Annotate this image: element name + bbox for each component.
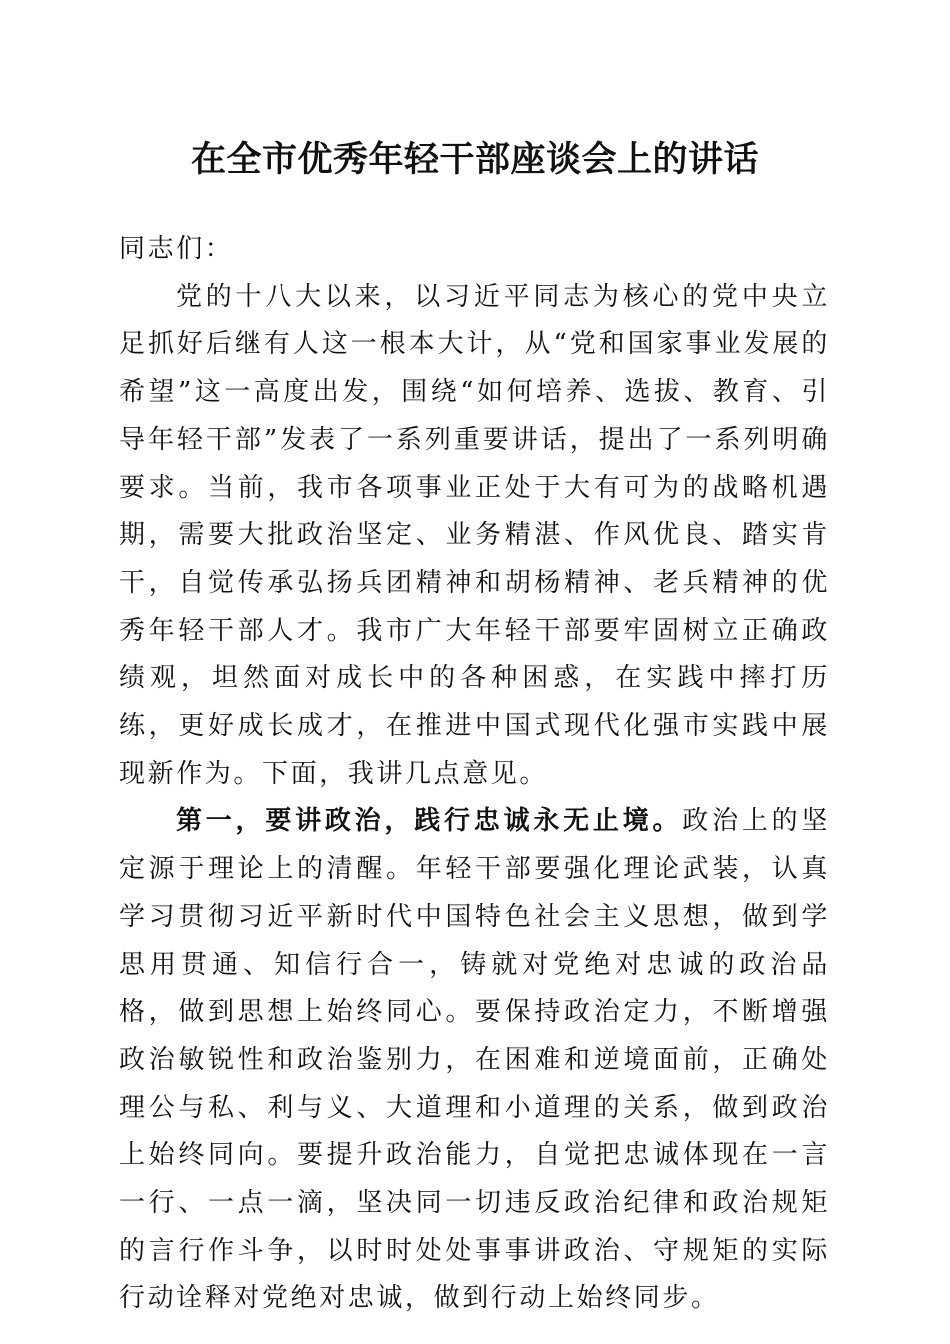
- paragraph-intro-text: 党的十八大以来，以习近平同志为核心的党中央立足抓好后继有人这一根本大计，从“党和国家事业发展的希望”这一高度出发，围绕“如何培养、选拔、教育、引导年轻干部”发表了一系列重要讲话，提出了一系列明确要求。当前，我市各项事业正处于大有可为的战略机遇期，需要大批政治坚定、业务精湛、作风优良、踏实肯干，自觉传承弘扬兵团精神和胡杨精神、老兵精神的优秀年轻干部人才。我市广大年轻干部要牢固树立正确政绩观，坦然面对成长中的各种困惑，在实践中摔打历练，更好成长成才，在推进中国式现代化强市实践中展现新作为。下面，我讲几点意见。: [119, 281, 830, 789]
- paragraph-point-one-text: 政治上的坚定源于理论上的清醒。年轻干部要强化理论武装，认真学习贯彻习近平新时代中国特色社会主义思想，做到学思用贯通、知信行合一，铸就对党绝对忠诚的政治品格，做到思想上始终同心。要保持政治定力，不断增强政治敏锐性和政治鉴别力，在困难和逆境面前，正确处理公与私、利与义、大道理和小道理的关系，做到政治上始终同向。要提升政治能力，自觉把忠诚体现在一言一行、一点一滴，坚决同一切违反政治纪律和政治规矩的言行作斗争，以时时处处事事讲政治、守规矩的实际行动诠释对党绝对忠诚，做到行动上始终同步。: [119, 806, 830, 1314]
- paragraph-intro: [119, 274, 830, 799]
- document-body: [119, 226, 830, 1323]
- paragraph-point-one-heading: 第一，要讲政治，践行忠诚永无止境。: [176, 806, 683, 837]
- document-title: 在全市优秀年轻干部座谈会上的讲话: [190, 139, 759, 180]
- paragraph-point-one: [119, 798, 830, 1323]
- salutation: 同志们：: [119, 234, 234, 264]
